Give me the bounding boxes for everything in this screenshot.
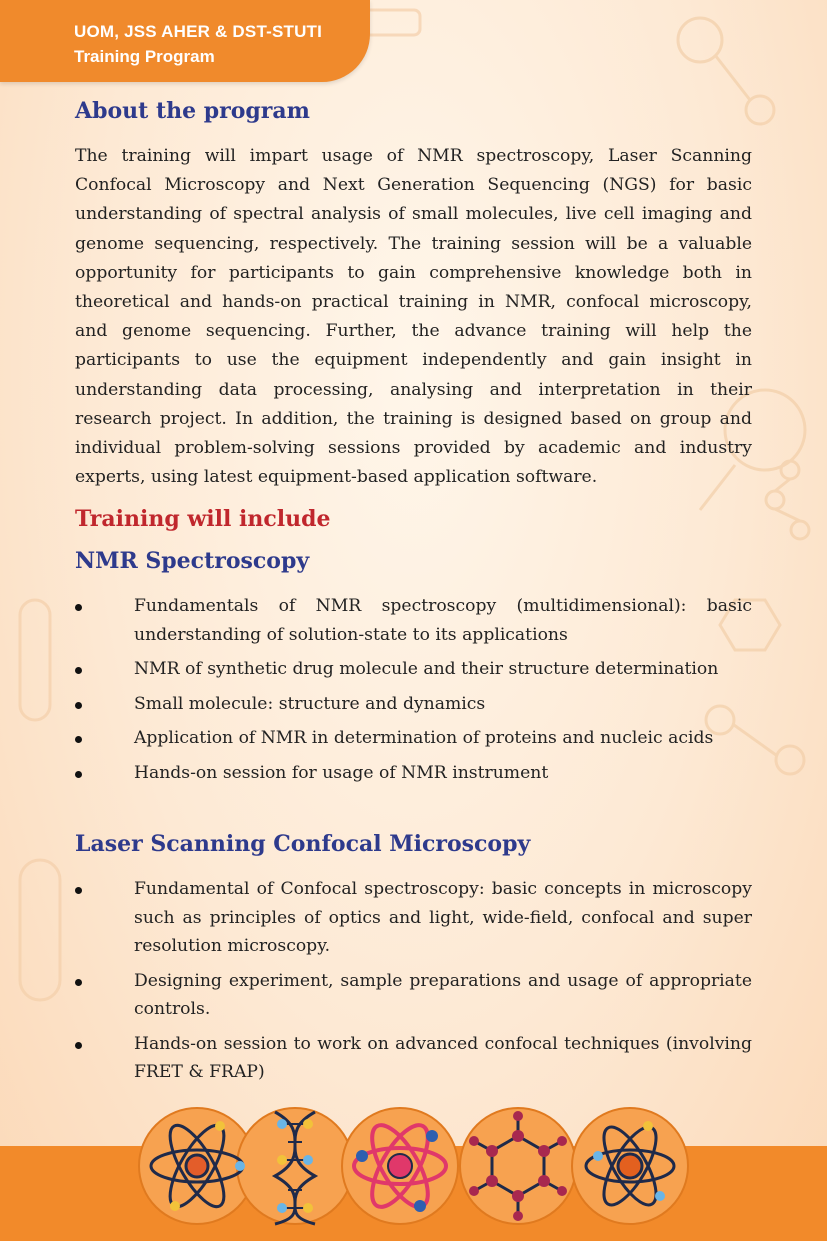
bullet-icon <box>75 702 82 709</box>
about-paragraph: The training will impart usage of NMR spectroscopy, Laser Scanning Confocal Microscopy and Next Generation Sequencing (NGS) for basic understanding of spectral analysis of small molecules, live cell imaging and genome sequencing, respectively. The training session will be a valuable opportunity for participants to gain comprehensive knowledge both in theoretical and hands-on practical training in NMR, confocal microscopy, and genome sequencing. Further, the advance training will help the participants to use the equipment independently and gain insight in understanding data processing, analysing and interpretation in their research project. In addition, the training is designed based on group and individual problem-solving sessions provided by academic and industry experts, using latest equipment-based application software. <box>75 146 752 488</box>
list-item-text: Application of NMR in determination of proteins and nucleic acids <box>134 728 714 749</box>
list-item <box>75 592 752 649</box>
bullet-icon <box>75 667 82 674</box>
bullet-icon <box>75 604 82 611</box>
bullet-icon <box>75 1042 82 1049</box>
nmr-list <box>75 592 752 787</box>
main-content <box>75 98 752 1093</box>
list-item <box>75 1030 752 1087</box>
list-item-text: Hands-on session to work on advanced confocal techniques (involving FRET & FRAP) <box>134 1033 752 1083</box>
list-item-text: Fundamentals of NMR spectroscopy (multidimensional): basic understanding of solution-state to its applications <box>134 596 752 645</box>
list-item-text: NMR of synthetic drug molecule and their structure determination <box>134 659 719 680</box>
list-item <box>75 875 752 961</box>
about-heading: About the program <box>75 98 310 124</box>
footer-icon-row <box>0 1094 827 1241</box>
list-item-text: Fundamental of Confocal spectroscopy: basic concepts in microscopy such as principles of optics and light, wide-field, confocal and super resolution microscopy. <box>134 879 752 957</box>
list-item <box>75 655 752 684</box>
list-item <box>75 724 752 753</box>
header-program-label: Training Program <box>74 47 215 66</box>
list-item-text: Designing experiment, sample preparations and usage of appropriate controls. <box>134 970 752 1020</box>
header-organizers: UOM, JSS AHER & DST-STUTI <box>74 22 323 41</box>
list-item <box>75 967 752 1024</box>
lscm-heading: Laser Scanning Confocal Microscopy <box>75 831 531 858</box>
list-item <box>75 690 752 719</box>
nmr-heading: NMR Spectroscopy <box>75 548 310 575</box>
bullet-icon <box>75 771 82 778</box>
training-heading: Training will include <box>75 506 331 533</box>
bullet-icon <box>75 979 82 986</box>
list-item-text: Hands-on session for usage of NMR instrument <box>134 762 549 783</box>
lscm-list <box>75 875 752 1087</box>
list-item <box>75 759 752 788</box>
bullet-icon <box>75 736 82 743</box>
list-item-text: Small molecule: structure and dynamics <box>134 693 486 714</box>
program-header-tab <box>0 0 370 82</box>
bullet-icon <box>75 887 82 894</box>
